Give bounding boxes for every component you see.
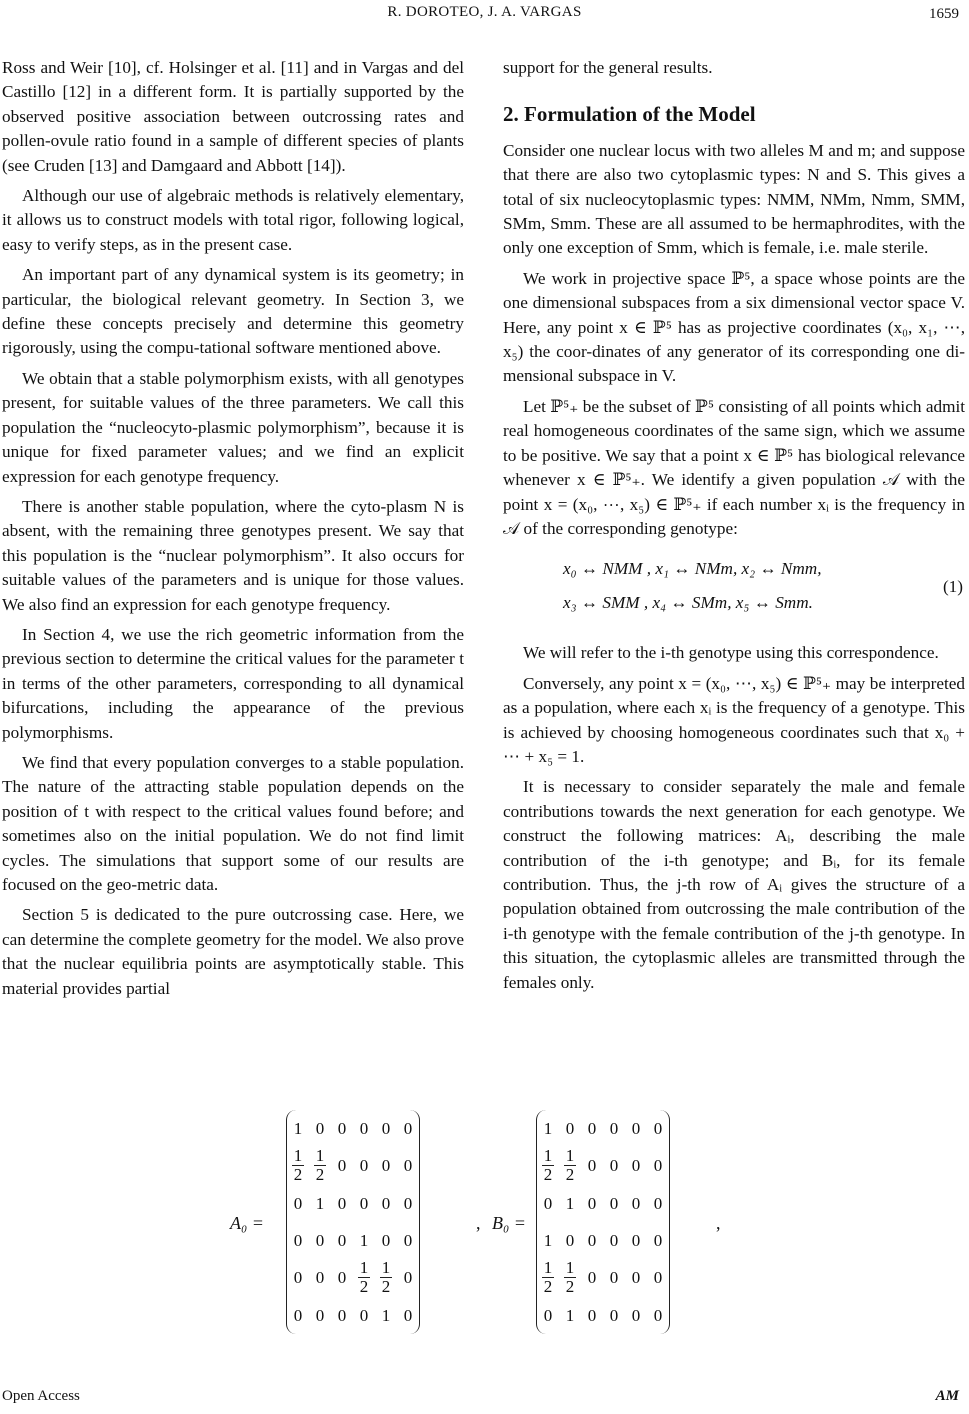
matrix-row (537, 1147, 669, 1185)
matrix-cell: 1 (565, 1193, 575, 1213)
matrix-cell (559, 1147, 581, 1185)
matrix-cell: 0 (359, 1305, 369, 1325)
right-column (503, 56, 965, 1001)
matrix-cell (537, 1259, 559, 1297)
matrix-cell: 0 (587, 1268, 597, 1287)
page-header (0, 4, 969, 24)
matrix-cell: 1 (381, 1305, 391, 1325)
matrix-cell: 0 (609, 1193, 619, 1213)
footer-journal: AM (935, 1388, 959, 1404)
matrix-row (287, 1222, 419, 1259)
matrix-cell: 0 (293, 1193, 303, 1213)
matrix-row (287, 1297, 419, 1334)
matrix-cell: 0 (381, 1193, 391, 1213)
matrix-cell (287, 1147, 309, 1185)
matrix-row (537, 1222, 669, 1259)
matrix-cell: 1 (543, 1230, 553, 1250)
matrix-a0 (286, 1110, 420, 1334)
matrix-cell: 0 (337, 1118, 347, 1138)
paragraph: We obtain that a stable polymorphism exists, with all genotypes present, for suitable values of the three parameters. We call this population the “nucleocyto-plasmic polymorphism”, because it is unique for fixed parameter values; and we find an explicit expression for each genotype frequency. (2, 368, 464, 486)
matrix-cell: 0 (359, 1118, 369, 1138)
matrix-cell: 0 (653, 1268, 663, 1287)
matrix-cell: 0 (337, 1305, 347, 1325)
equation-number: (1) (942, 577, 963, 597)
fraction: $\frac{1}{2}$ (381, 1258, 391, 1296)
matrix-row (287, 1147, 419, 1185)
matrix-cell: 1 (359, 1230, 369, 1250)
matrix-cell: 0 (381, 1118, 391, 1138)
paragraph: In Section 4, we use the rich geometric information from the previous section to determine the critical values for the parameter t in terms of the other parameters, corresponding to all dynamical bifurcations, including the appearance of the previous polymorphisms. (2, 624, 464, 742)
matrix-display (230, 1110, 750, 1340)
matrix-cell: 0 (587, 1305, 597, 1325)
left-column (2, 56, 464, 1007)
matrix-row (537, 1110, 669, 1147)
matrix-cell: 0 (587, 1156, 597, 1175)
matrix-cell: 0 (403, 1268, 413, 1287)
matrix-cell: 0 (609, 1230, 619, 1250)
matrix-cell: 0 (653, 1230, 663, 1250)
matrix-b0 (536, 1110, 670, 1334)
equation-line: x₀ ↔ NMM , x₁ ↔ NMm, x₂ ↔ Nmm, (563, 559, 822, 579)
paragraph: An important part of any dynamical system is its geometry; in particular, the biological relevant geometry. In Section 3, we define these concepts precisely and determine this geometry rigorously, using the compu-tational software mentioned above. (2, 265, 464, 358)
matrix-label-b0: B₀ = (492, 1213, 526, 1233)
matrix-cell (537, 1147, 559, 1185)
matrix-cell: 0 (403, 1193, 413, 1213)
fraction: $\frac{1}{2}$ (543, 1146, 553, 1184)
matrix-cell: 0 (653, 1156, 663, 1175)
matrix-cell (375, 1259, 397, 1297)
paragraph: Section 5 is dedicated to the pure outcrossing case. Here, we can determine the complete geometry for the model. We also prove that the nuclear equilibria points are asymptotically stable. This material provides partial (2, 905, 464, 998)
matrix-separator: , (476, 1213, 481, 1233)
matrix-row (537, 1259, 669, 1297)
equation-1 (503, 549, 965, 623)
paragraph: We find that every population converges to a stable population. The nature of the attracting stable population depends on the position of t with respect to the critical values found before; and sometimes also on the initial population. We do not find limit cycles. The simulations that support some of our results are focused on the geo-metric data. (2, 752, 464, 894)
matrix-cell: 0 (587, 1118, 597, 1138)
matrix-cell: 0 (403, 1118, 413, 1138)
matrix-trailing-comma: , (716, 1213, 721, 1233)
matrix-row (537, 1297, 669, 1334)
matrix-row (537, 1185, 669, 1222)
paragraph: We will refer to the i-th genotype using this correspondence. (523, 643, 939, 663)
fraction: $\frac{1}{2}$ (565, 1258, 575, 1296)
matrix-cell: 0 (653, 1193, 663, 1213)
matrix-cell: 1 (565, 1305, 575, 1325)
matrix-cell: 0 (359, 1193, 369, 1213)
matrix-cell: 0 (631, 1156, 641, 1175)
matrix-cell: 0 (359, 1156, 369, 1175)
matrix-cell (309, 1147, 331, 1185)
matrix-cell: 0 (315, 1118, 325, 1138)
matrix-cell: 0 (315, 1268, 325, 1287)
matrix-cell: 0 (631, 1268, 641, 1287)
fraction: $\frac{1}{2}$ (565, 1146, 575, 1184)
paragraph: There is another stable population, where the cyto-plasm N is absent, with the remaining three genotypes present. We say that this population is the “nuclear polymorphism”. It also occurs for suitable values of the parameters and is unique for those values. We also find an expression for each genotype frequency. (2, 496, 464, 614)
matrix-cell: 0 (587, 1230, 597, 1250)
fraction: $\frac{1}{2}$ (359, 1258, 369, 1296)
matrix-cell: 0 (403, 1230, 413, 1250)
matrix-cell: 0 (293, 1268, 303, 1287)
matrix-cell: 1 (315, 1193, 325, 1213)
paragraph: Ross and Weir [10], cf. Holsinger et al. [11] and in Vargas and del Castillo [12] in a different form. It is partially supported by the observed positive association between outcrossing rates and pollen-ovule ratio found in a sample of different species of plants (see Cruden [13] and Damgaard and Abbott [14]). (2, 58, 464, 175)
matrix-cell: 0 (293, 1305, 303, 1325)
matrix-cell: 0 (653, 1118, 663, 1138)
matrix-cell: 0 (631, 1118, 641, 1138)
matrix-cell: 0 (653, 1305, 663, 1325)
matrix-cell: 0 (315, 1305, 325, 1325)
matrix-cell: 1 (543, 1118, 553, 1138)
running-head-authors: R. DOROTEO, J. A. VARGAS (387, 4, 582, 20)
matrix-cell: 0 (609, 1268, 619, 1287)
matrix-cell: 0 (403, 1305, 413, 1325)
matrix-cell: 0 (609, 1118, 619, 1138)
paragraph: Let ℙ⁵₊ be the subset of ℙ⁵ consisting of all points which admit real homogeneous coordinates of the same sign, which we assume to be positive. We say that a point x ∈ ℙ⁵ has biological relevance whenever x ∈ ℙ⁵₊. We identify a given population 𝒜 with the point x = (x₀, ⋯, x₅) ∈ ℙ⁵₊ if each number xᵢ is the frequency in 𝒜 of the corresponding genotype: (503, 396, 965, 538)
matrix-cell: 0 (565, 1118, 575, 1138)
matrix-cell: 0 (565, 1230, 575, 1250)
paragraph: We work in projective space ℙ⁵, a space whose points are the one dimensional subspaces from a six dimensional vector space V. Here, any point x ∈ ℙ⁵ has as projective coordinates (x₀, x₁, ⋯, x₅) the coor-dinates of any generator of its corresponding one di-mensional subspace in V. (503, 268, 965, 386)
matrix-cell: 0 (315, 1230, 325, 1250)
page-footer (0, 1388, 969, 1408)
matrix-cell (353, 1259, 375, 1297)
matrix-cell: 0 (543, 1305, 553, 1325)
paragraph: It is necessary to consider separately the male and female contributions towards the next generation for each genotype. We construct the following matrices: Aᵢ, describing the male contribution of the i-th genotype; and Bᵢ, for its female contribution. Thus, the j-th row of Aᵢ gives the structure of a population obtained from outcrossing the male contribution of the i-th genotype with the female contribution of the j-th genotype. In this situation, the cytoplasmic alleles are transmitted through the females only. (503, 777, 965, 992)
paragraph: support for the general results. (503, 58, 713, 77)
matrix-cell: 0 (381, 1156, 391, 1175)
matrix-cell: 0 (631, 1230, 641, 1250)
matrix-cell: 0 (337, 1193, 347, 1213)
paragraph: Conversely, any point x = (x₀, ⋯, x₅) ∈ ℙ⁵₊ may be interpreted as a population, where each xᵢ is the frequency of a genotype. This is achieved by choosing homogeneous coordinates such that x₀ + ⋯ + x₅ = 1. (503, 673, 965, 766)
paragraph: Although our use of algebraic methods is relatively elementary, it allows us to construct models with total rigor, following logical, easy to verify steps, as in the present case. (2, 186, 464, 254)
matrix-cell: 0 (381, 1230, 391, 1250)
matrix-label-a0: A₀ = (230, 1213, 264, 1233)
matrix-cell: 0 (543, 1193, 553, 1213)
matrix-cell: 0 (587, 1193, 597, 1213)
equation-line: x₃ ↔ SMM , x₄ ↔ SMm, x₅ ↔ Smm. (563, 593, 813, 613)
matrix-row (287, 1259, 419, 1297)
page-number: 1659 (929, 6, 959, 22)
paragraph: Consider one nuclear locus with two alleles M and m; and suppose that there are also two cytoplasmic types: N and S. This gives a total of six nucleocytoplasmic types: NMM, NMm, Nmm, SMM, SMm, Smm. These are all assumed to be hermaphrodites, with the only one exception of Smm, which is female, i.e. male sterile. (503, 140, 965, 258)
matrix-cell: 0 (337, 1268, 347, 1287)
matrix-cell: 0 (403, 1156, 413, 1175)
matrix-cell: 0 (609, 1156, 619, 1175)
matrix-cell: 0 (337, 1230, 347, 1250)
matrix-cell: 1 (293, 1118, 303, 1138)
matrix-row (287, 1185, 419, 1222)
matrix-cell: 0 (609, 1305, 619, 1325)
matrix-cell: 0 (631, 1193, 641, 1213)
fraction: $\frac{1}{2}$ (315, 1146, 325, 1184)
matrix-cell (559, 1259, 581, 1297)
section-title: 2. Formulation of the Model (503, 102, 756, 127)
fraction: $\frac{1}{2}$ (543, 1258, 553, 1296)
matrix-cell: 0 (337, 1156, 347, 1175)
footer-open-access: Open Access (2, 1388, 80, 1404)
matrix-cell: 0 (293, 1230, 303, 1250)
matrix-cell: 0 (631, 1305, 641, 1325)
matrix-row (287, 1110, 419, 1147)
fraction: $\frac{1}{2}$ (293, 1146, 303, 1184)
